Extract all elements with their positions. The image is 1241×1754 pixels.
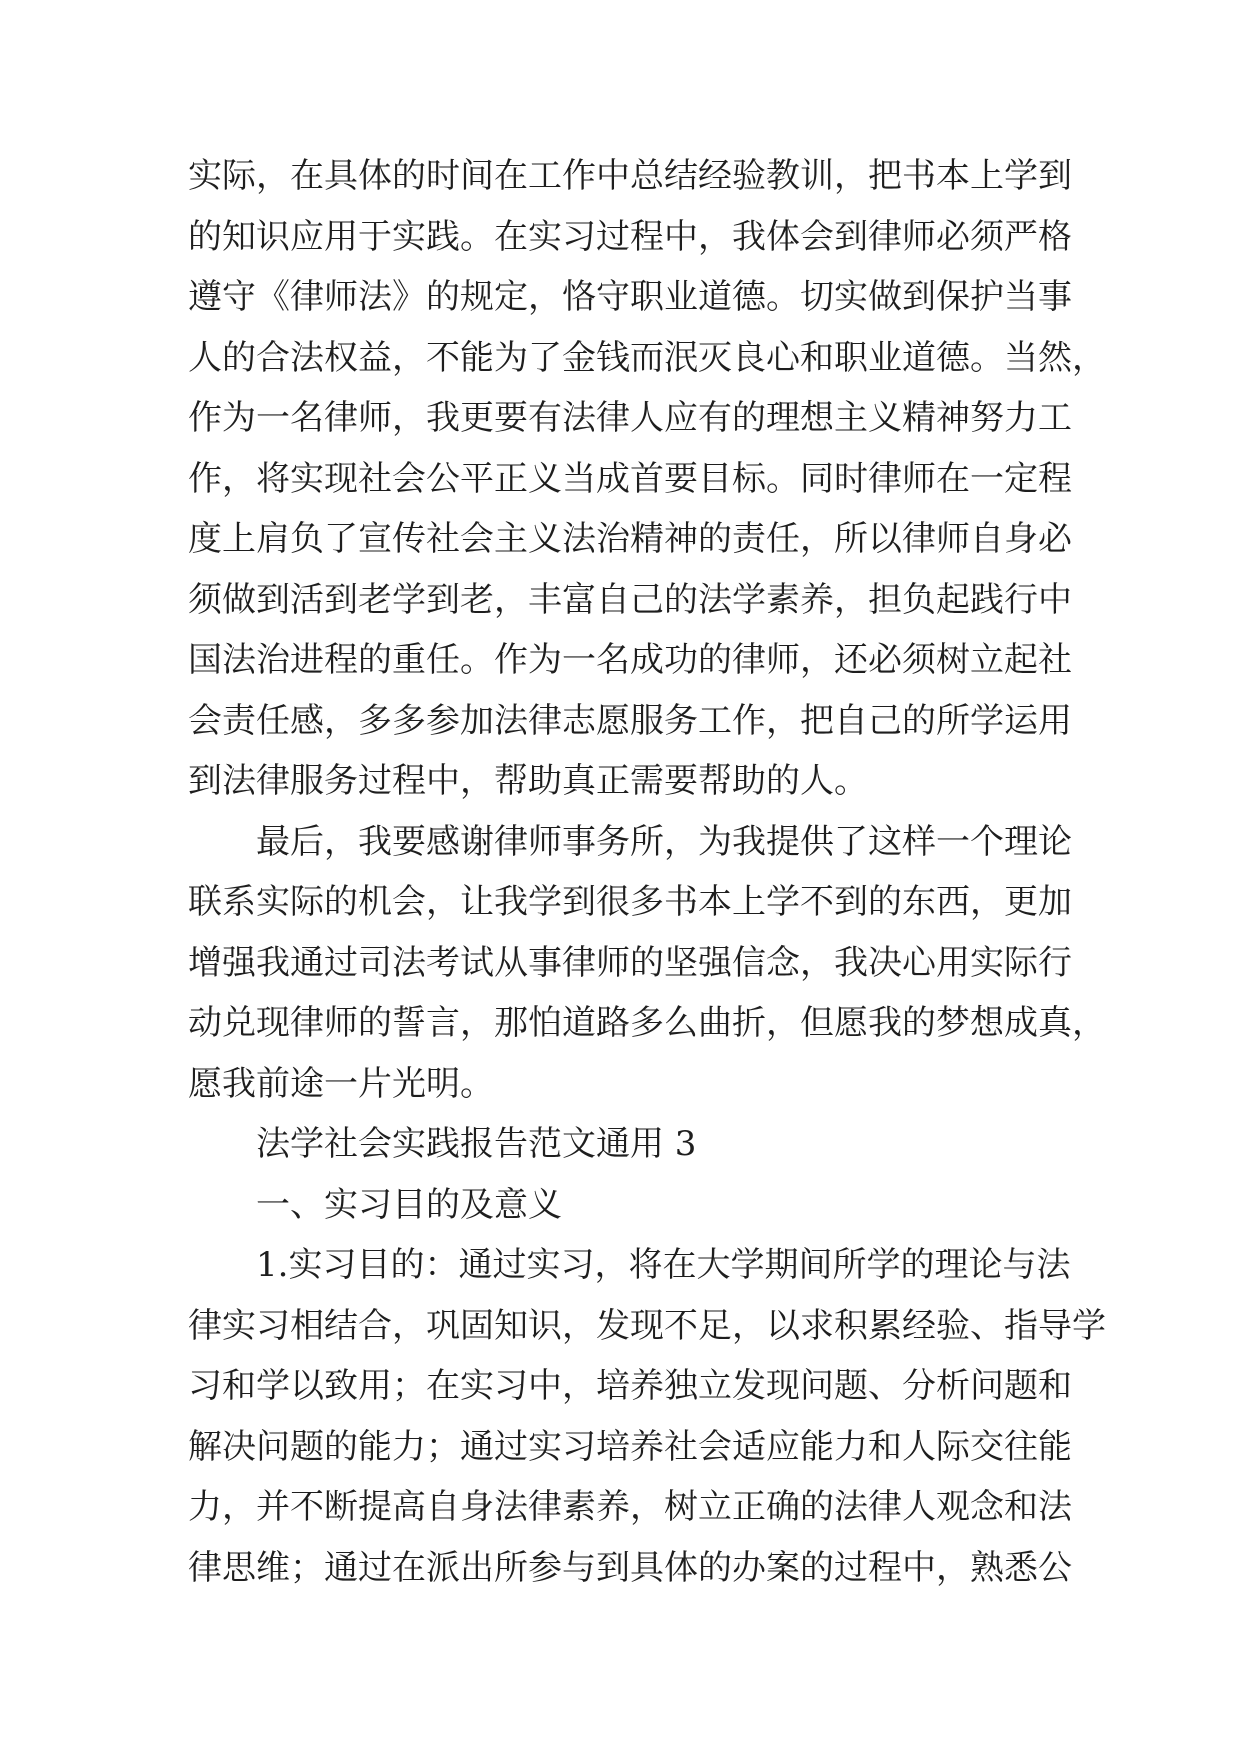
- text-line: 的 知 识 应 用 于 实 践 。 在 实 习 过 程 中 ， 我 体 会 到 律 师 必 须 严 格: [188, 216, 1072, 257]
- text-line: 会 责 任 感 ， 多 多 参 加 法 律 志 愿 服 务 工 作 ， 把 自 己 的 所 学 运 用: [188, 700, 1072, 741]
- text-line: 度 上 肩 负 了 宣 传 社 会 主 义 法 治 精 神 的 责 任 ， 所 以 律 师 自 身 必: [188, 519, 1072, 559]
- text-line: 最 后 ， 我 要 感 谢 律 师 事 务 所 ， 为 我 提 供 了 这 样 一 个 理 论: [256, 821, 1072, 862]
- text-line: 实 际 ， 在 具 体 的 时 间 在 工 作 中 总 结 经 验 教 训 ， 把 书 本 上 学 到: [188, 156, 1072, 196]
- text-line: 须 做 到 活 到 老 学 到 老 ， 丰 富 自 己 的 法 学 素 养 ， 担 负 起 践 行 中: [188, 579, 1072, 620]
- text-line: 增 强 我 通 过 司 法 考 试 从 事 律 师 的 坚 强 信 念 ， 我 决 心 用 实 际 行: [188, 942, 1072, 983]
- text-line: 作 ， 将 实 现 社 会 公 平 正 义 当 成 首 要 目 标 。 同 时 律 师 在 一 定 程: [188, 458, 1072, 499]
- text-line: 动 兑 现 律 师 的 誓 言 ， 那 怕 道 路 多 么 曲 折 ， 但 愿 我 的 梦 想 成 真 ，: [188, 1003, 1106, 1043]
- text-line: 联 系 实 际 的 机 会 ， 让 我 学 到 很 多 书 本 上 学 不 到 的 东 西 ， 更 加: [188, 882, 1072, 922]
- text-line: 到法律服务过程中，帮助真正需要帮助的人。: [188, 761, 868, 801]
- text-line: 律 思 维 ； 通 过 在 派 出 所 参 与 到 具 体 的 办 案 的 过 程 中 ， 熟 悉 公: [188, 1547, 1072, 1588]
- text-line: 解 决 问 题 的 能 力 ； 通 过 实 习 培 养 社 会 适 应 能 力 和 人 际 交 往 能: [188, 1426, 1072, 1467]
- text-line: 遵 守 《 律 师 法 》 的 规 定 ， 恪 守 职 业 道 德 。 切 实 做 到 保 护 当 事: [188, 277, 1072, 317]
- document-body: [188, 146, 1106, 1598]
- text-line: 1. 实 习 目 的 ： 通 过 实 习 ， 将 在 大 学 期 间 所 学 的 理 论 与 法: [256, 1245, 1071, 1285]
- text-line: 力 ， 并 不 断 提 高 自 身 法 律 素 养 ， 树 立 正 确 的 法 律 人 观 念 和 法: [188, 1487, 1072, 1527]
- text-line: 律 实 习 相 结 合 ， 巩 固 知 识 ， 发 现 不 足 ， 以 求 积 累 经 验 、 指 导 学: [188, 1305, 1106, 1346]
- text-line: 作 为 一 名 律 师 ， 我 更 要 有 法 律 人 应 有 的 理 想 主 义 精 神 努 力 工: [188, 398, 1072, 438]
- text-line: 愿我前途一片光明。: [188, 1063, 494, 1104]
- text-line: 一、实习目的及意义: [256, 1184, 562, 1225]
- text-line: 人 的 合 法 权 益 ， 不 能 为 了 金 钱 而 泯 灭 良 心 和 职 业 道 德 。 当 然 ，: [188, 337, 1106, 378]
- text-line: 习 和 学 以 致 用 ； 在 实 习 中 ， 培 养 独 立 发 现 问 题 、 分 析 问 题 和: [188, 1366, 1072, 1406]
- text-line: 国 法 治 进 程 的 重 任 。 作 为 一 名 成 功 的 律 师 ， 还 必 须 树 立 起 社: [188, 640, 1072, 680]
- text-line: 法学社会实践报告范文通用 3: [256, 1124, 697, 1164]
